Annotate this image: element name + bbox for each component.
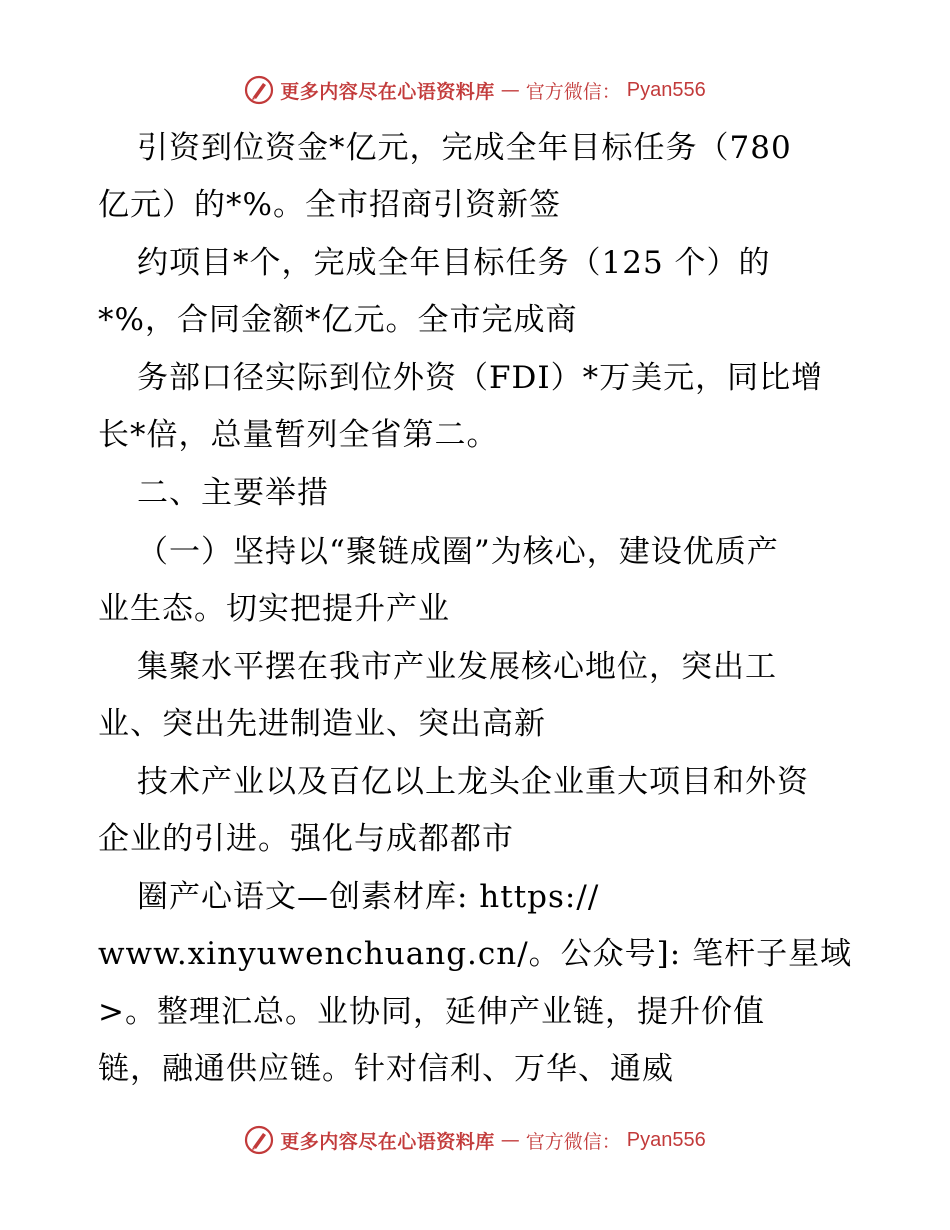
pen-logo-icon [244,75,274,105]
header-banner [0,70,950,110]
banner-separator: — [500,1129,520,1151]
body-line: 圈产心语文—创素材库: https:// [137,879,600,915]
body-line: 业、突出先进制造业、突出高新 [98,706,546,742]
body-line: 技术产业以及百亿以上龙头企业重大项目和外资 [137,764,809,800]
pen-logo-icon [244,1125,274,1155]
body-line: 企业的引进。强化与成都都市 [98,821,514,857]
body-line: 引资到位资金*亿元，完成全年目标任务（780 [137,130,792,166]
body-line: 业生态。切实把提升产业 [98,591,450,627]
body-line: 约项目*个，完成全年目标任务（125 个）的 [137,245,771,281]
body-line: www.xinyuwenchuang.cn/。公众号]: 笔杆子星域 [98,936,853,972]
banner-text: 更多内容尽在心语资料库 [280,80,495,103]
section-heading: 二、主要举措 [137,475,329,511]
footer-banner [0,1120,950,1160]
body-line: 亿元）的*%。全市招商引资新签 [98,187,561,223]
header-banner-inner [244,75,706,105]
banner-wechat-id: Pyan556 [626,1128,706,1151]
footer-banner-inner [244,1125,706,1155]
body-line: >。整理汇总。业协同，延伸产业链，提升价值 [98,994,765,1030]
body-line: 长*倍，总量暂列全省第二。 [98,417,499,453]
body-line: 务部口径实际到位外资（FDI）*万美元，同比增 [137,360,824,396]
banner-wechat-id: Pyan556 [626,78,706,101]
banner-text: 更多内容尽在心语资料库 [280,1130,495,1153]
body-line: *%，合同金额*亿元。全市完成商 [98,302,578,338]
body-line: （一）坚持以“聚链成圈”为核心，建设优质产 [137,534,779,570]
body-line: 链，融通供应链。针对信利、万华、通威 [98,1051,674,1087]
banner-separator: — [500,79,520,101]
body-line: 集聚水平摆在我市产业发展核心地位，突出工 [137,649,777,685]
banner-wechat-label: 官方微信： [525,1130,621,1153]
banner-wechat-label: 官方微信： [525,80,621,103]
